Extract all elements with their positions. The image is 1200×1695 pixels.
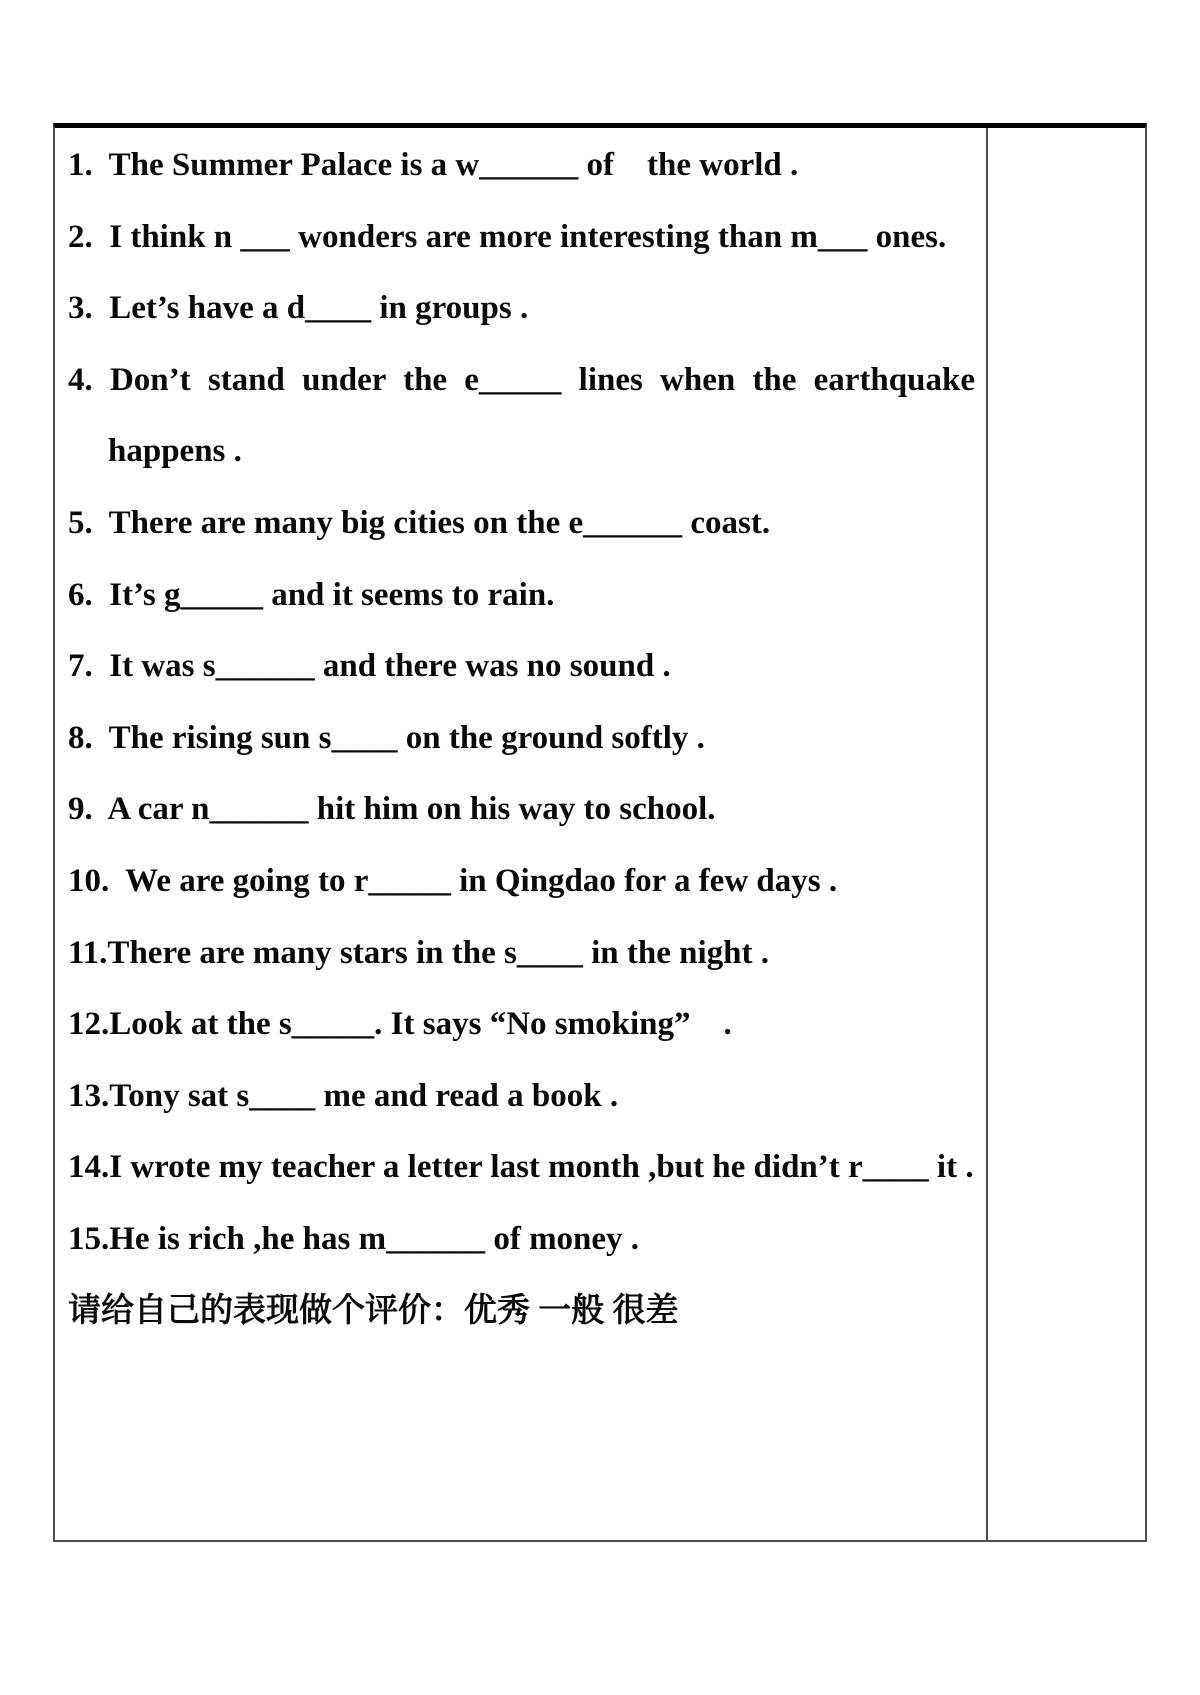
empty-side-cell [988,128,1145,1540]
exercise-cell [55,128,988,1540]
exercise-item-3: 3. Let’s have a d____ in groups . [68,290,529,327]
self-evaluation-line: 请给自己的表现做个评价：优秀 一般 很差 [68,1292,679,1329]
exercise-item-15: 15.He is rich ,he has m______ of money . [68,1220,640,1257]
exercise-item-4-continuation: happens . [108,433,242,470]
exercise-item-9: 9. A car n______ hit him on his way to school. [68,791,716,828]
exercise-item-1: 1. The Summer Palace is a w______ of the world . [68,147,799,183]
exercise-item-14: 14.I wrote my teacher a letter last month ,but he didn’t r____ it . [68,1149,974,1186]
exercise-item-10: 10. We are going to r_____ in Qingdao for a few days . [68,862,838,899]
exercise-item-2: 2. I think n ___ wonders are more interesting than m___ ones. [68,218,947,255]
exercise-item-7: 7. It was s______ and there was no sound . [68,648,671,685]
exercise-item-6: 6. It’s g_____ and it seems to rain. [68,576,555,613]
exercise-item-5: 5. There are many big cities on the e______ coast. [68,504,771,541]
worksheet-table [53,123,1147,1542]
exercise-item-12: 12.Look at the s_____. It says “No smoking” . [68,1006,732,1043]
exercise-item-13: 13.Tony sat s____ me and read a book . [68,1077,619,1114]
exercise-item-8: 8. The rising sun s____ on the ground softly . [68,719,705,756]
exercise-item-11: 11.There are many stars in the s____ in the night . [68,934,769,971]
exercise-item-4: 4. Don’t stand under the e_____ lines when the earthquake [68,361,975,398]
